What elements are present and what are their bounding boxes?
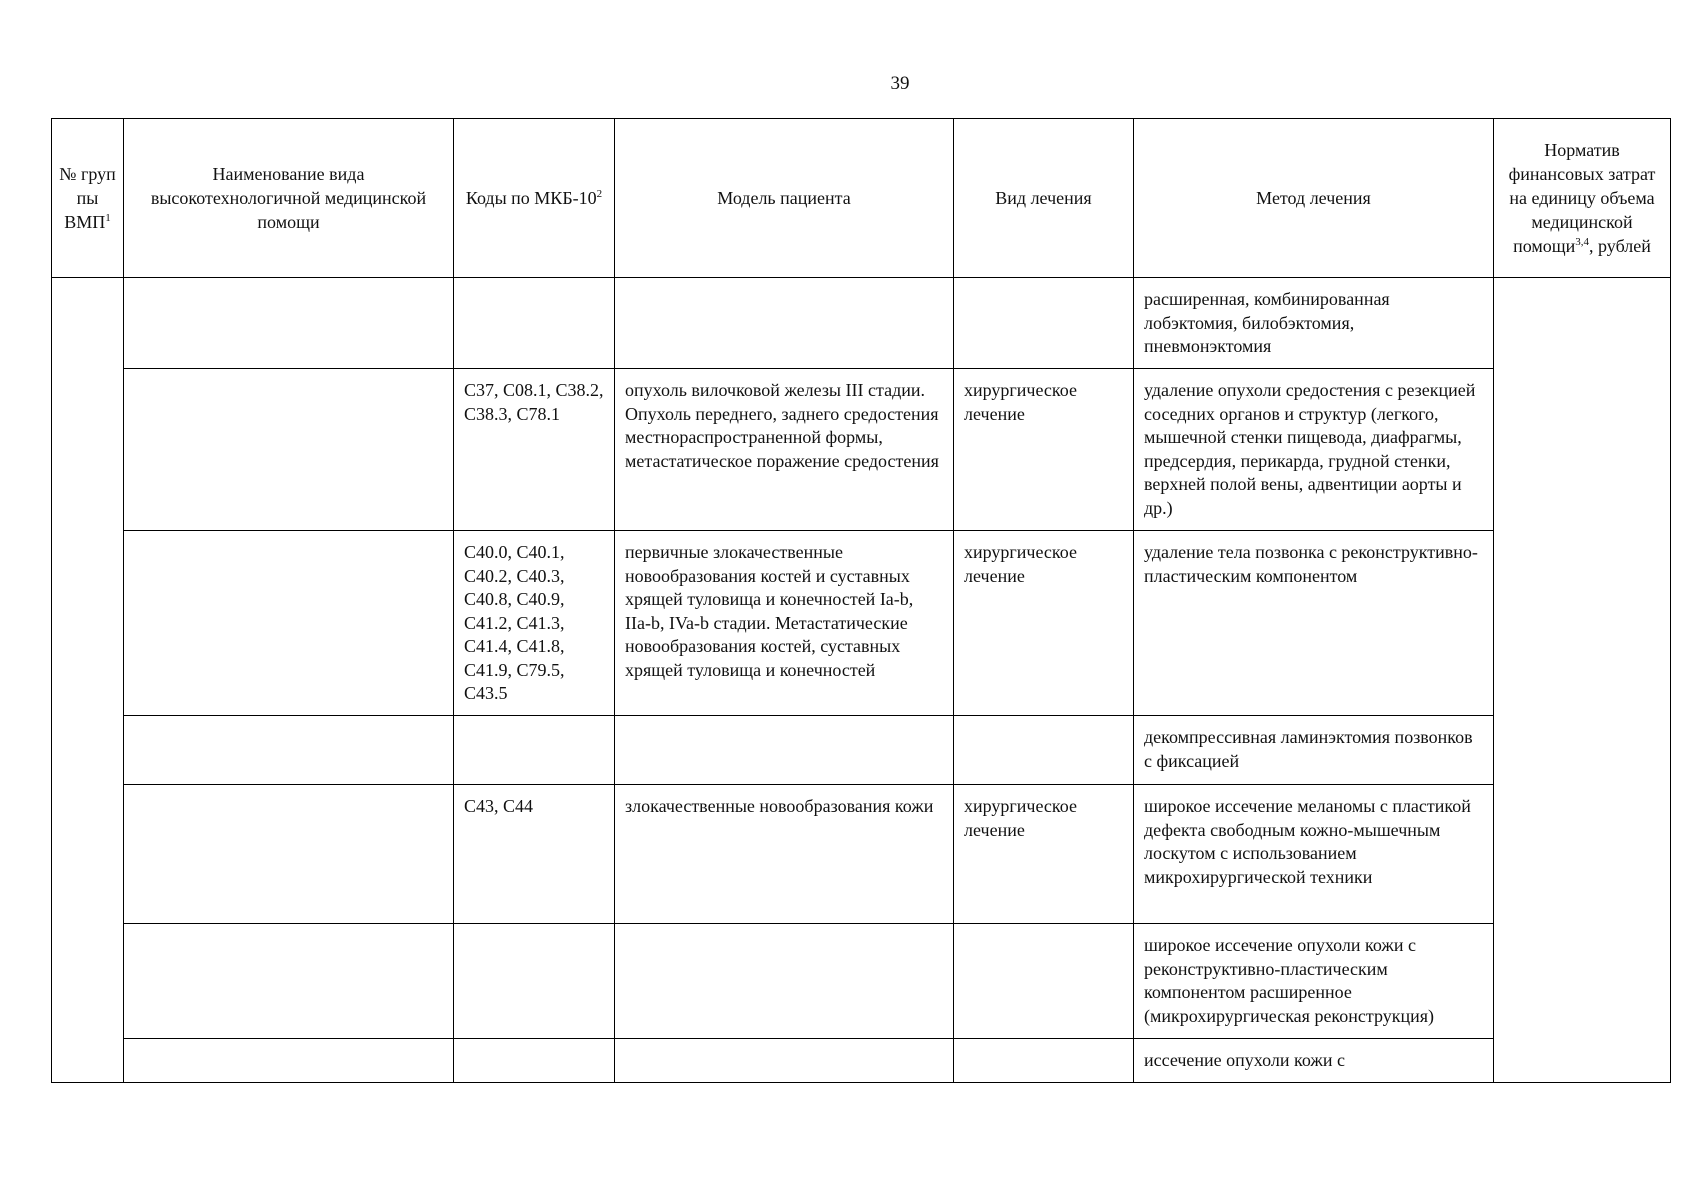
header-treatment-method: Метод лечения bbox=[1134, 119, 1494, 278]
patient-model-cell bbox=[615, 716, 954, 785]
codes-cell: C40.0, C40.1, C40.2, C40.3, C40.8, C40.9, C41.2, C41.3, C41.4, C41.8, C41.9, C79.5, C43.5 bbox=[454, 531, 615, 716]
header-codes: Коды по МКБ-$10^2$ bbox=[454, 119, 615, 278]
codes-cell bbox=[454, 1039, 615, 1083]
treatment-method-cell: декомпрессивная ламинэктомия позвонков с фиксацией bbox=[1134, 716, 1494, 785]
page-number: 39 bbox=[890, 73, 910, 94]
treatment-type-cell: хирургическое лечение bbox=[954, 785, 1134, 924]
codes-cell bbox=[454, 278, 615, 369]
header-norm: Норматив финансовых затрат на единицу объема медицинской помощи$^{3,4}$, рублей bbox=[1494, 119, 1671, 278]
patient-model-cell bbox=[615, 924, 954, 1039]
treatment-type-cell bbox=[954, 716, 1134, 785]
header-group-number: № груп пы ВМП$^1$ bbox=[52, 119, 124, 278]
table-row bbox=[52, 278, 1671, 369]
vmp-table bbox=[51, 118, 1671, 1083]
name-cell bbox=[124, 716, 454, 785]
header-patient-model: Модель пациента bbox=[615, 119, 954, 278]
group-number-cell bbox=[52, 278, 124, 1083]
treatment-type-cell: хирургическое лечение bbox=[954, 531, 1134, 716]
name-cell bbox=[124, 1039, 454, 1083]
treatment-method-cell: широкое иссечение меланомы с пластикой дефекта свободным кожно-мышечным лоскутом с использованием микрохирургической техники bbox=[1134, 785, 1494, 924]
treatment-type-cell bbox=[954, 1039, 1134, 1083]
treatment-type-cell bbox=[954, 278, 1134, 369]
table-row bbox=[52, 531, 1671, 716]
name-cell bbox=[124, 531, 454, 716]
table-row bbox=[52, 716, 1671, 785]
patient-model-cell bbox=[615, 278, 954, 369]
patient-model-cell: злокачественные новообразования кожи bbox=[615, 785, 954, 924]
codes-cell: C43, C44 bbox=[454, 785, 615, 924]
codes-cell bbox=[454, 716, 615, 785]
treatment-type-cell bbox=[954, 924, 1134, 1039]
treatment-method-cell: иссечение опухоли кожи с bbox=[1134, 1039, 1494, 1083]
norm-cell bbox=[1494, 278, 1671, 1083]
name-cell bbox=[124, 785, 454, 924]
patient-model-cell: первичные злокачественные новообразования костей и суставных хрящей туловища и конечностей Ia-b, IIa-b, IVa-b стадии. Метастатические новообразования костей, суставных хрящей туловища и конечностей bbox=[615, 531, 954, 716]
table-row bbox=[52, 924, 1671, 1039]
table-row bbox=[52, 369, 1671, 531]
treatment-type-cell: хирургическое лечение bbox=[954, 369, 1134, 531]
header-name: Наименование вида высокотехнологичной медицинской помощи bbox=[124, 119, 454, 278]
name-cell bbox=[124, 369, 454, 531]
name-cell bbox=[124, 278, 454, 369]
table-row bbox=[52, 1039, 1671, 1083]
treatment-method-cell: удаление опухоли средостения с резекцией соседних органов и структур (легкого, мышечной стенки пищевода, диафрагмы, предсердия, перикарда, грудной стенки, верхней полой вены, адвентиции аорты и др.) bbox=[1134, 369, 1494, 531]
treatment-method-cell: расширенная, комбинированная лобэктомия, билобэктомия, пневмонэктомия bbox=[1134, 278, 1494, 369]
codes-cell: C37, C08.1, C38.2, C38.3, C78.1 bbox=[454, 369, 615, 531]
treatment-method-cell: широкое иссечение опухоли кожи с реконструктивно-пластическим компонентом расширенное (микрохирургическая реконструкция) bbox=[1134, 924, 1494, 1039]
header-treatment-type: Вид лечения bbox=[954, 119, 1134, 278]
header-row bbox=[52, 119, 1671, 278]
treatment-method-cell: удаление тела позвонка с реконструктивно-пластическим компонентом bbox=[1134, 531, 1494, 716]
name-cell bbox=[124, 924, 454, 1039]
patient-model-cell: опухоль вилочковой железы III стадии. Опухоль переднего, заднего средостения местнораспространенной формы, метастатическое поражение средостения bbox=[615, 369, 954, 531]
codes-cell bbox=[454, 924, 615, 1039]
patient-model-cell bbox=[615, 1039, 954, 1083]
table-row bbox=[52, 785, 1671, 924]
